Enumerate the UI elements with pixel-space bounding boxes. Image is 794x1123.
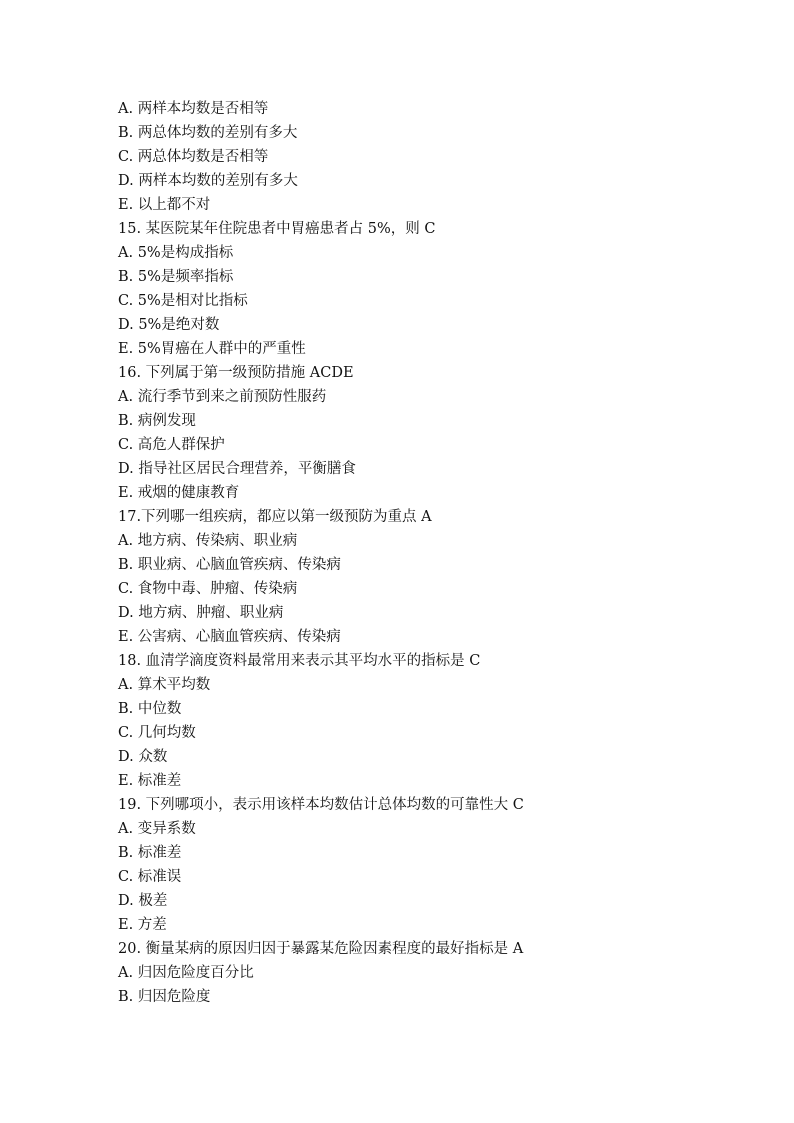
option-line: D. 众数: [118, 749, 168, 765]
option-line: B. 归因危险度: [118, 989, 211, 1005]
option-line: D. 指导社区居民合理营养，平衡膳食: [118, 461, 356, 477]
option-line: A. 变异系数: [118, 821, 196, 837]
option-line: C. 5%是相对比指标: [118, 293, 248, 309]
option-line: B. 5%是频率指标: [118, 269, 234, 285]
option-line: E. 公害病、心脑血管疾病、传染病: [118, 629, 341, 645]
question-line: 20. 衡量某病的原因归因于暴露某危险因素程度的最好指标是 A: [118, 941, 524, 957]
option-line: B. 两总体均数的差别有多大: [118, 125, 298, 141]
option-line: A. 归因危险度百分比: [118, 965, 254, 981]
question-line: 18. 血清学滴度资料最常用来表示其平均水平的指标是 C: [118, 653, 481, 669]
option-line: A. 两样本均数是否相等: [118, 101, 269, 117]
option-line: A. 5%是构成指标: [118, 245, 234, 261]
option-line: A. 地方病、传染病、职业病: [118, 533, 298, 549]
option-line: E. 标准差: [118, 773, 182, 789]
question-line: 16. 下列属于第一级预防措施 ACDE: [118, 365, 354, 381]
option-line: A. 流行季节到来之前预防性服药: [118, 389, 327, 405]
option-line: C. 高危人群保护: [118, 437, 225, 453]
option-line: B. 标准差: [118, 845, 182, 861]
question-line: 19. 下列哪项小，表示用该样本均数估计总体均数的可靠性大 C: [118, 797, 524, 813]
option-line: D. 两样本均数的差别有多大: [118, 173, 298, 189]
question-line: 15. 某医院某年住院患者中胃癌患者占 5%，则 C: [118, 221, 436, 237]
option-line: C. 标准误: [118, 869, 182, 885]
option-line: C. 食物中毒、肿瘤、传染病: [118, 581, 298, 597]
option-line: C. 几何均数: [118, 725, 196, 741]
option-line: B. 中位数: [118, 701, 182, 717]
question-list: [118, 97, 718, 1009]
option-line: E. 方差: [118, 917, 167, 933]
option-line: E. 5%胃癌在人群中的严重性: [118, 341, 306, 357]
option-line: D. 地方病、肿瘤、职业病: [118, 605, 284, 621]
question-line: 17.下列哪一组疾病，都应以第一级预防为重点 A: [118, 509, 432, 525]
option-line: A. 算术平均数: [118, 677, 211, 693]
option-line: D. 极差: [118, 893, 168, 909]
option-line: E. 戒烟的健康教育: [118, 485, 240, 501]
option-line: B. 职业病、心脑血管疾病、传染病: [118, 557, 341, 573]
option-line: C. 两总体均数是否相等: [118, 149, 269, 165]
option-line: E. 以上都不对: [118, 197, 211, 213]
option-line: D. 5%是绝对数: [118, 317, 220, 333]
option-line: B. 病例发现: [118, 413, 196, 429]
